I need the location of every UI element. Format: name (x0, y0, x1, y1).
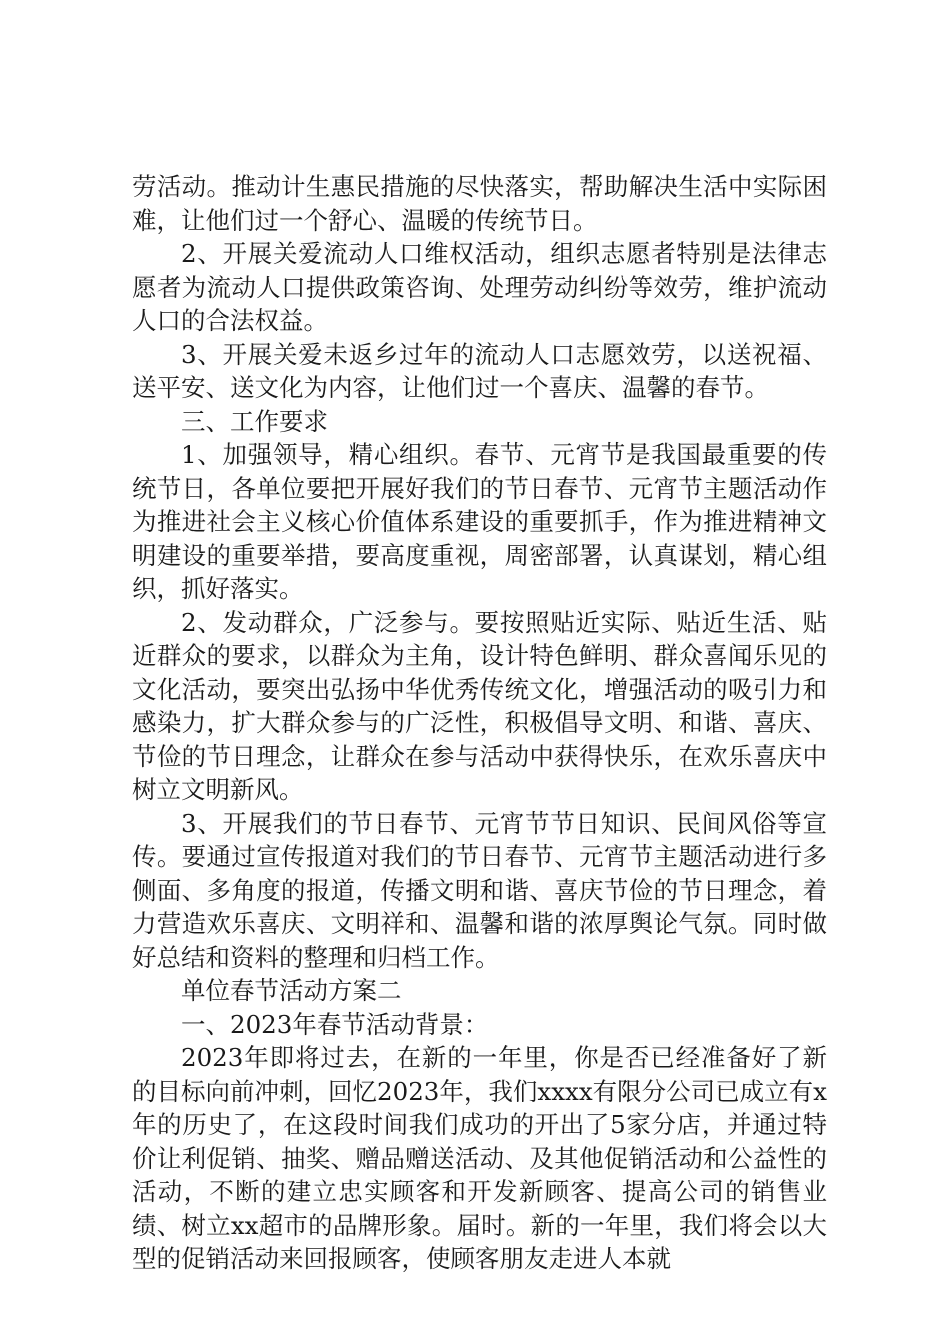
paragraph-7: 3、开展我们的节日春节、元宵节节日知识、民间风俗等宣传。要通过宣传报道对我们的节日春节、元宵节主题活动进行多侧面、多角度的报道，传播文明和谐、喜庆节俭的节日理念，着力营造欢乐喜庆、文明祥和、温馨和谐的浓厚舆论气氛。同时做好总结和资料的整理和归档工作。 (132, 808, 827, 972)
section-title-plan-two: 单位春节活动方案二 (181, 976, 402, 1005)
paragraph-5: 1、加强领导，精心组织。春节、元宵节是我国最重要的传统节日，各单位要把开展好我们的节日春节、元宵节主题活动作为推进社会主义核心价值体系建设的重要抓手，作为推进精神文明建设的重要举措，要高度重视，周密部署，认真谋划，精心组织，抓好落实。 (132, 440, 827, 603)
paragraph-3: 3、开展关爱未返乡过年的流动人口志愿效劳，以送祝福、送平安、送文化为内容，让他们过一个喜庆、温馨的春节。 (132, 339, 827, 402)
paragraph-1: 劳活动。推动计生惠民措施的尽快落实，帮助解决生活中实际困难，让他们过一个舒心、温暖的传统节日。 (132, 172, 827, 235)
paragraph-6: 2、发动群众，广泛参与。要按照贴近实际、贴近生活、贴近群众的要求，以群众为主角，设计特色鲜明、群众喜闻乐见的文化活动，要突出弘扬中华优秀传统文化，增强活动的吸引力和感染力，扩大群众参与的广泛性，积极倡导文明、和谐、喜庆、节俭的节日理念，让群众在参与活动中获得快乐，在欢乐喜庆中树立文明新风。 (132, 607, 827, 804)
paragraph-10: 2023年即将过去，在新的一年里，你是否已经准备好了新的目标向前冲刺，回忆2023年，我们xxxx有限分公司已成立有x年的历史了，在这段时间我们成功的开出了5家分店，并通过特价让利促销、抽奖、赠品赠送活动、及其他促销活动和公益性的活动，不断的建立忠实顾客和开发新顾客、提高公司的销售业绩、树立xx超市的品牌形象。届时。新的一年里，我们将会以大型的促销活动来回报顾客，使顾客朋友走进人本就 (132, 1043, 827, 1273)
document-page (132, 170, 827, 1276)
paragraph-2: 2、开展关爱流动人口维权活动，组织志愿者特别是法律志愿者为流动人口提供政策咨询、处理劳动纠纷等效劳，维护流动人口的合法权益。 (132, 239, 827, 335)
section-heading-work-requirements: 三、工作要求 (181, 406, 328, 436)
section-heading-background: 一、2023年春节活动背景： (181, 1009, 489, 1039)
